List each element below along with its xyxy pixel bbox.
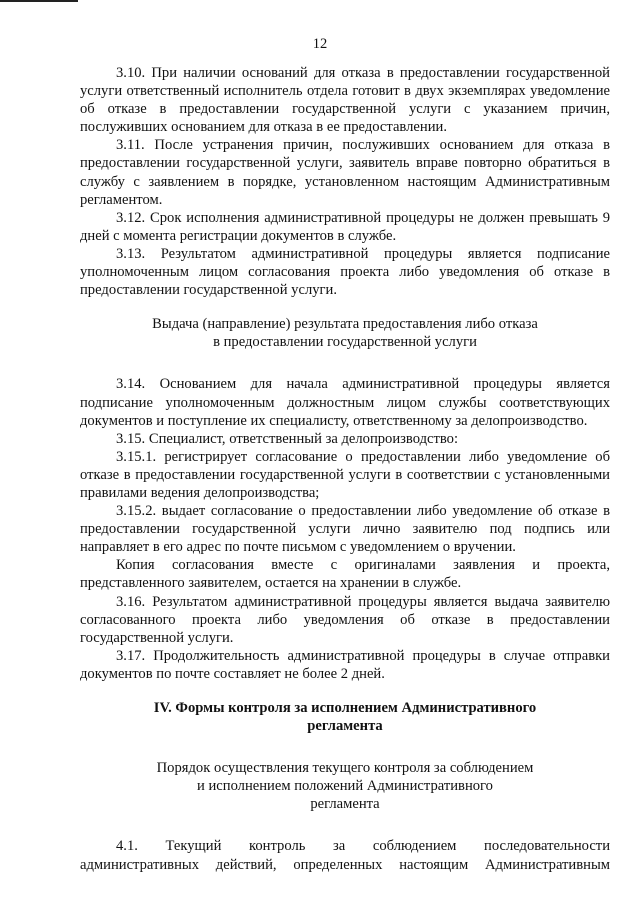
paragraph-3-15-1: 3.15.1. регистрирует согласование о предоставлении либо уведомление об отказе в предоставлении государственной услуги в соответствии с установленными правилами ведения делопроизводства;: [80, 448, 610, 501]
heading-line: в предоставлении государственной услуги: [213, 334, 477, 351]
paragraph-3-13: 3.13. Результатом административной процедуры является подписание уполномоченным лицом согласования проекта либо уведомления об отказе в предоставлении государственной услуги.: [80, 245, 610, 299]
heading-line: и исполнением положений Административного: [197, 778, 493, 795]
section-heading-control-forms: [80, 699, 610, 735]
paragraph-3-12: 3.12. Срок исполнения административной процедуры не должен превышать 9 дней с момента регистрации документов в службе.: [80, 209, 610, 244]
paragraph-copy-note: Копия согласования вместе с оригиналами заявления и проекта, представленного заявителем, остается на хранении в службе.: [80, 557, 610, 592]
paragraph-4-1: 4.1. Текущий контроль за соблюдением последовательности административных действий, определенных настоящим Административным: [80, 838, 610, 873]
heading-line: регламента: [310, 796, 380, 813]
heading-line: Порядок осуществления текущего контроля за соблюдением: [156, 760, 534, 777]
paragraph-3-11: 3.11. После устранения причин, послуживших основанием для отказа в предоставлении государственной услуги, заявитель вправе повторно обратиться в службу с заявлением в порядке, установленном настоящим Административным регламентом.: [80, 137, 610, 208]
heading-line: Выдача (направление) результата предоставления либо отказа: [152, 316, 538, 333]
paragraph-3-15: 3.15. Специалист, ответственный за делопроизводство:: [116, 430, 459, 447]
section-heading-issuance: [80, 315, 610, 351]
heading-line: IV. Формы контроля за исполнением Административного: [153, 700, 537, 716]
paragraph-3-14: 3.14. Основанием для начала административной процедуры является подписание уполномоченным должностным лицом службы соответствующих документов и поступление их специалисту, ответственному за делопроизводство.: [80, 376, 610, 429]
document-body: [80, 64, 610, 874]
page-number: 12: [312, 36, 328, 52]
paragraph-3-17: 3.17. Продолжительность административной процедуры в случае отправки документов по почте составляет не более 2 дней.: [80, 647, 610, 682]
section-heading-current-control: [80, 759, 610, 813]
paragraph-3-16: 3.16. Результатом административной процедуры является выдача заявителю согласованного проекта либо уведомления об отказе в предоставлении государственной услуги.: [80, 593, 610, 646]
heading-line: регламента: [307, 718, 383, 735]
paragraph-3-10: 3.10. При наличии оснований для отказа в предоставлении государственной услуги ответственный исполнитель отдела готовит в двух экземплярах уведомление об отказе в предоставлении государственной услуги с указанием причин, послуживших основанием для отказа в ее предоставлении.: [80, 65, 610, 136]
scan-corner-line: [0, 0, 78, 2]
paragraph-3-15-2: 3.15.2. выдает согласование о предоставлении либо уведомление об отказе в предоставлении государственной услуги лично заявителю под подпись или направляет в его адрес по почте письмом с уведомлением о вручении.: [80, 503, 610, 556]
